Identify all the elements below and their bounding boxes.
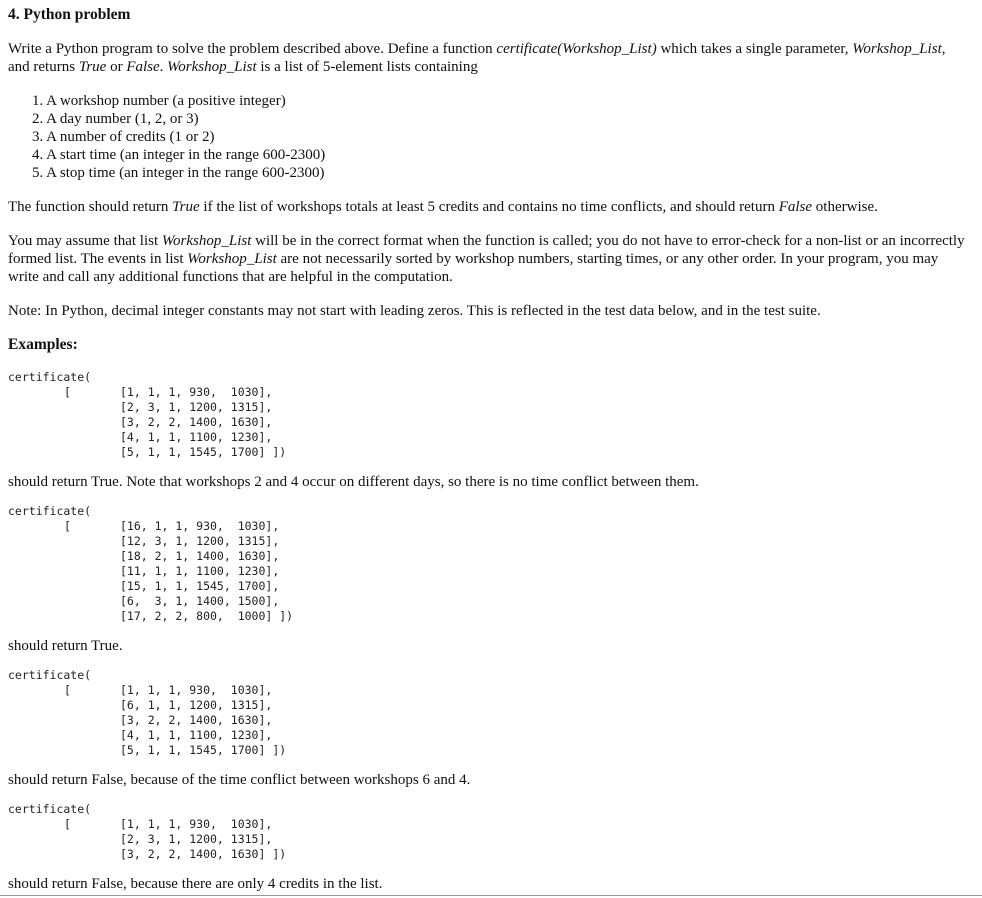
bottom-divider xyxy=(0,895,982,896)
code-row: [17, 2, 2, 800, 1000] ]) xyxy=(120,609,294,623)
code-row: [4, 1, 1, 1100, 1230], xyxy=(120,430,273,444)
assume-text-2: will be in the correct format when the function is called; you do not have to error-check for a non-list or an incorrectly formed list. The events in list xyxy=(8,233,965,267)
return-text-3: otherwise. xyxy=(812,199,878,215)
code-open-bracket: [ xyxy=(64,817,71,831)
code-row: [12, 3, 1, 1200, 1315], xyxy=(120,534,280,548)
intro-text-1: Write a Python program to solve the problem described above. Define a function xyxy=(8,41,497,57)
code-row: [1, 1, 1, 930, 1030], xyxy=(120,683,273,697)
list-item: 5. A stop time (an integer in the range 600-2300) xyxy=(32,165,325,181)
return-text-1: The function should return xyxy=(8,199,173,215)
param-name: Workshop_List xyxy=(161,233,252,249)
code-row: [2, 3, 1, 1200, 1315], xyxy=(120,832,273,846)
function-signature: certificate(Workshop_List) xyxy=(496,41,657,57)
true-keyword: True xyxy=(78,59,107,75)
param-name: Workshop_List xyxy=(852,41,942,57)
example-result-4: should return False, because there are only 4 credits in the list. xyxy=(8,876,383,892)
param-name-2: Workshop_List xyxy=(187,251,277,267)
code-call: certificate( xyxy=(8,370,92,384)
examples-title: Examples: xyxy=(8,336,78,353)
code-open-bracket: [ xyxy=(64,385,71,399)
code-row: [3, 2, 2, 1400, 1630] ]) xyxy=(120,847,287,861)
return-paragraph xyxy=(8,198,968,216)
return-text-2: if the list of workshops totals at least 5 credits and contains no time conflicts, and should return xyxy=(199,199,779,215)
code-open-bracket: [ xyxy=(64,683,71,697)
example-result-3: should return False, because of the time conflict between workshops 6 and 4. xyxy=(8,772,471,788)
intro-text-2: which takes a single parameter, xyxy=(656,41,853,57)
example-result-2: should return True. xyxy=(8,638,123,654)
code-row: [5, 1, 1, 1545, 1700] ]) xyxy=(120,743,287,757)
code-row: [5, 1, 1, 1545, 1700] ]) xyxy=(120,445,287,459)
true-keyword: True xyxy=(172,199,200,215)
param-name-2: Workshop_List xyxy=(167,59,257,75)
false-keyword: False xyxy=(778,199,813,215)
code-row: [16, 1, 1, 930, 1030], xyxy=(120,519,280,533)
code-row: [4, 1, 1, 1100, 1230], xyxy=(120,728,273,742)
intro-paragraph xyxy=(8,40,968,76)
code-call: certificate( xyxy=(8,802,92,816)
code-row: [1, 1, 1, 930, 1030], xyxy=(120,817,273,831)
false-keyword: False xyxy=(126,59,160,75)
code-row: [3, 2, 2, 1400, 1630], xyxy=(120,713,273,727)
code-row: [6, 3, 1, 1400, 1500], xyxy=(120,594,280,608)
code-row: [15, 1, 1, 1545, 1700], xyxy=(120,579,280,593)
code-call: certificate( xyxy=(8,668,92,682)
code-row: [3, 2, 2, 1400, 1630], xyxy=(120,415,273,429)
assume-text-1: You may assume that list xyxy=(8,233,162,249)
code-row: [2, 3, 1, 1200, 1315], xyxy=(120,400,273,414)
intro-text-4: or xyxy=(106,59,127,75)
intro-text-5: . xyxy=(159,59,168,75)
list-item: 2. A day number (1, 2, or 3) xyxy=(32,111,199,127)
note-paragraph: Note: In Python, decimal integer constants may not start with leading zeros. This is reflected in the test data below, and in the test suite. xyxy=(8,303,821,319)
assume-text-3: are not necessarily sorted by workshop numbers, starting times, or any other order. In your program, you may write and call any additional functions that are helpful in the computation. xyxy=(8,251,939,285)
intro-text-6: is a list of 5-element lists containing xyxy=(256,59,478,75)
code-row: [6, 1, 1, 1200, 1315], xyxy=(120,698,273,712)
code-row: [11, 1, 1, 1100, 1230], xyxy=(120,564,280,578)
assumption-paragraph xyxy=(8,232,968,286)
code-row: [1, 1, 1, 930, 1030], xyxy=(120,385,273,399)
list-item: 1. A workshop number (a positive integer) xyxy=(32,93,286,109)
field-list xyxy=(32,92,325,182)
code-call: certificate( xyxy=(8,504,92,518)
example-result-1: should return True. Note that workshops 2 and 4 occur on different days, so there is no time conflict between them. xyxy=(8,474,699,490)
problem-heading: 4. Python problem xyxy=(8,6,131,23)
intro-text-3: , and returns xyxy=(8,41,946,75)
list-item: 4. A start time (an integer in the range 600-2300) xyxy=(32,147,326,163)
code-open-bracket: [ xyxy=(64,519,71,533)
list-item: 3. A number of credits (1 or 2) xyxy=(32,129,215,145)
code-row: [18, 2, 1, 1400, 1630], xyxy=(120,549,280,563)
